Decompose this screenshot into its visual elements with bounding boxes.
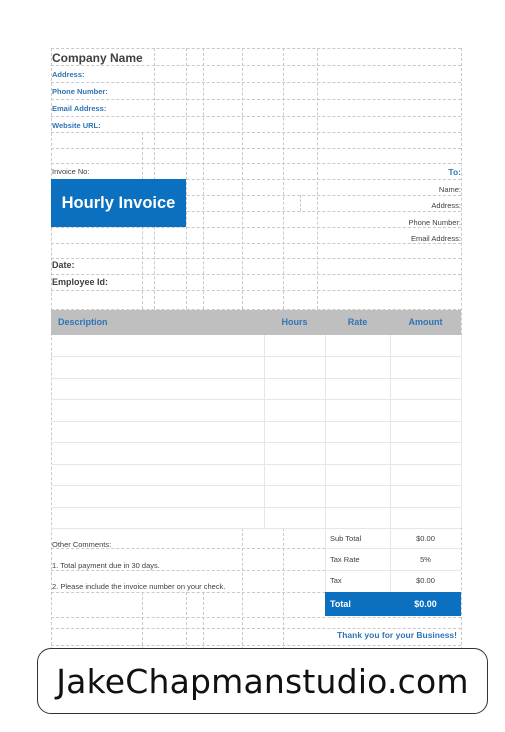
table-row [51, 528, 461, 529]
company-email-label: Email Address: [52, 104, 107, 113]
employee-id-label: Employee Id: [52, 277, 109, 287]
comment-line-1: 1. Total payment due in 30 days. [52, 561, 160, 570]
invoice-badge: Hourly Invoice [51, 179, 186, 227]
subtotal-value: $0.00 [416, 534, 435, 543]
recipient-name-label: Name: [438, 185, 461, 194]
recipient-address-label: Address: [431, 201, 461, 210]
invoice-sheet [51, 48, 461, 650]
table-header [51, 310, 461, 335]
watermark-banner: JakeChapmanstudio.com [37, 648, 488, 714]
to-label: To: [448, 167, 461, 177]
company-website-label: Website URL: [52, 121, 101, 130]
thank-you-message: Thank you for your Business! [337, 630, 457, 640]
table-row [51, 442, 461, 443]
table-body [51, 335, 461, 528]
header-description: Description [58, 317, 108, 327]
company-phone-label: Phone Number: [52, 87, 108, 96]
header-hours: Hours [281, 317, 308, 327]
total-bar [325, 592, 461, 616]
table-row [51, 378, 461, 379]
tax-label: Tax [330, 576, 342, 585]
comments-title: Other Comments: [52, 540, 112, 549]
table-row [51, 356, 461, 357]
taxrate-label: Tax Rate [330, 555, 360, 564]
invoice-number-label: Invoice No: [52, 167, 90, 176]
taxrate-value: 5% [420, 555, 431, 564]
company-name: Company Name [52, 51, 143, 65]
comment-line-2: 2. Please include the invoice number on your check. [52, 582, 226, 591]
recipient-email-label: Email Address: [410, 234, 461, 243]
table-row [51, 464, 461, 465]
tax-value: $0.00 [416, 576, 435, 585]
date-label: Date: [52, 260, 75, 270]
company-address-label: Address: [52, 70, 85, 79]
total-value: $0.00 [414, 599, 437, 609]
subtotal-label: Sub Total [330, 534, 362, 543]
header-rate: Rate [347, 317, 368, 327]
recipient-phone-label: Phone Number: [408, 218, 461, 227]
header-amount: Amount [408, 317, 443, 327]
table-row [51, 399, 461, 400]
table-row [51, 421, 461, 422]
table-row [51, 485, 461, 486]
table-row [51, 507, 461, 508]
total-label: Total [330, 599, 351, 609]
